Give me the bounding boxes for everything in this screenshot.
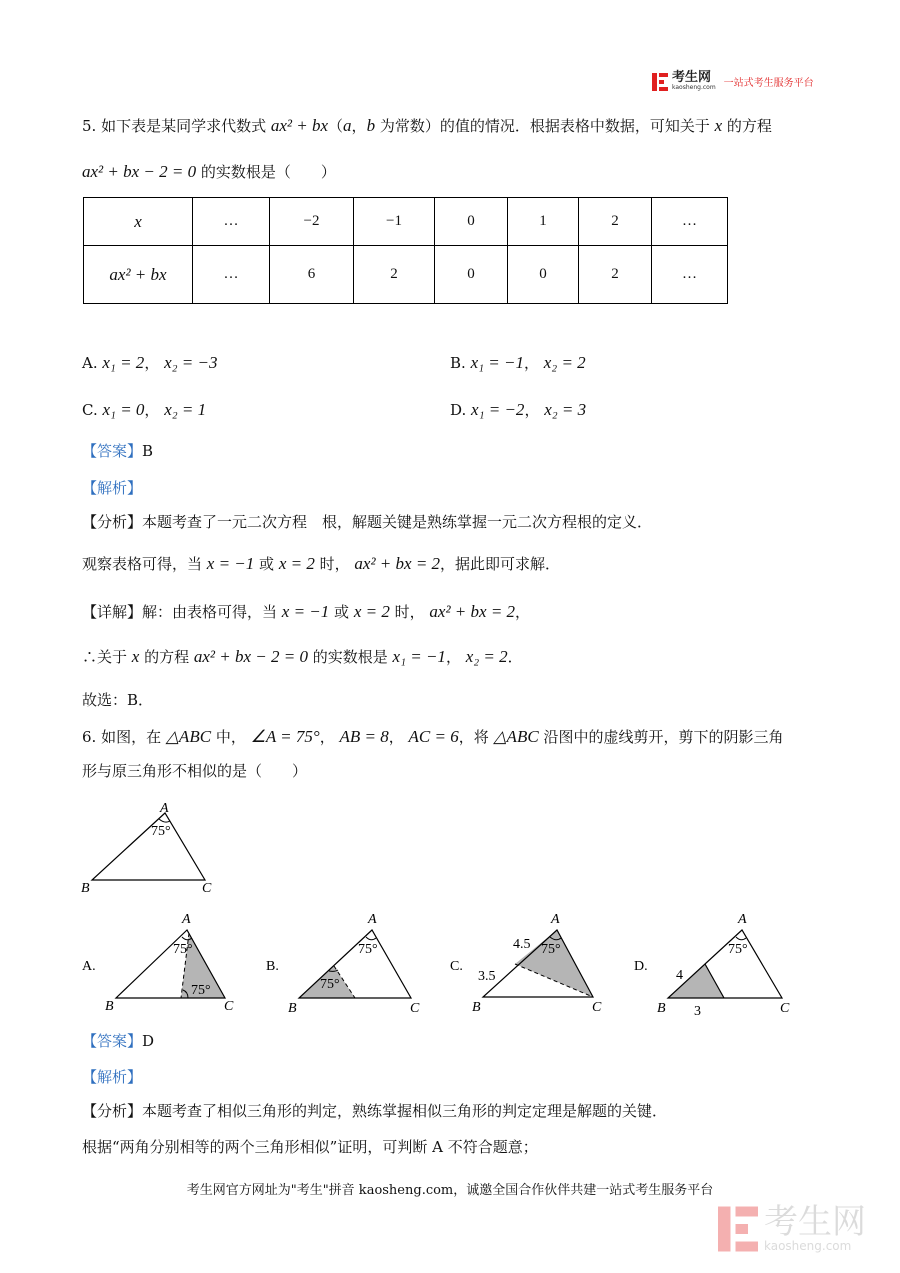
text-segment: C.	[82, 401, 103, 419]
vertex-b: B	[81, 881, 90, 896]
svg-text:B: B	[288, 1001, 297, 1016]
text-segment: ，	[515, 603, 531, 621]
q5-option-a	[82, 353, 218, 373]
table-row	[84, 198, 728, 246]
q6-reason	[82, 1137, 538, 1157]
watermark-domain: kaosheng.com	[764, 1239, 852, 1253]
table-row	[84, 246, 728, 304]
table-cell: 1	[508, 198, 579, 246]
svg-text:C: C	[592, 1000, 602, 1015]
table-cell: 2	[579, 198, 652, 246]
text-segment: 的方程	[722, 117, 772, 135]
math-expression: x₁ = 0	[102, 400, 145, 419]
svg-text:C: C	[224, 999, 234, 1014]
math-expression: AC = 6	[408, 727, 459, 746]
q5-analysis	[82, 512, 652, 532]
text-segment: B	[142, 442, 154, 460]
angle-label: 75°	[320, 977, 340, 992]
section-tag: 【答案】	[82, 1032, 143, 1050]
math-expression: x	[131, 647, 140, 666]
math-expression: △ABC	[165, 727, 212, 746]
text-segment: ，据此即可求解．	[440, 555, 561, 573]
section-tag: 【解析】	[82, 1068, 143, 1086]
watermark-brand: 考生网	[764, 1202, 866, 1242]
table-cell: −2	[270, 198, 354, 246]
svg-text:B: B	[105, 999, 114, 1014]
math-expression: x = 2	[353, 602, 390, 621]
section-tag: 【解析】	[82, 479, 143, 497]
figure-option-b	[266, 912, 420, 1016]
text-segment: 或	[254, 555, 279, 573]
side-label: 3.5	[478, 969, 496, 984]
math-expression: x₂ = 1	[164, 400, 207, 419]
q6-stem-1	[82, 727, 783, 747]
math-expression: ax² + bx − 2 = 0	[193, 647, 308, 666]
text-segment: 或	[329, 603, 354, 621]
option-label: A.	[82, 959, 96, 974]
kaosheng-logo	[652, 72, 814, 91]
q6-answer	[82, 1031, 154, 1051]
logo-brand: 考生网	[672, 70, 712, 85]
angle-label: 75°	[191, 983, 211, 998]
math-expression: x₁ = −2	[471, 400, 525, 419]
text-segment: ，	[144, 354, 165, 372]
math-expression: x = −1	[206, 554, 255, 573]
angle-label: 75°	[541, 942, 561, 957]
text-segment: 沿图中的虚线剪开，剪下的阴影三角	[538, 728, 784, 746]
text-segment: 为常数）的值的情况．根据表格中数据，可知关于	[375, 117, 715, 135]
svg-text:A: A	[182, 912, 191, 927]
option-label: B.	[266, 959, 279, 974]
math-expression: x₂ = 2	[543, 353, 586, 372]
table-cell: …	[652, 198, 728, 246]
figure-option-a	[82, 912, 234, 1014]
page-footer: 考生网官方网址为"考生"拼音 kaosheng.com，诚邀全国合作伙伴共建一站式考生服务平台	[186, 1183, 714, 1198]
q6-analysis	[82, 1101, 667, 1121]
math-expression: x = −1	[281, 602, 330, 621]
text-segment: D.	[450, 401, 472, 419]
vertex-c: C	[202, 881, 212, 896]
text-segment: 的方程	[139, 648, 194, 666]
logo-domain: kaosheng.com	[672, 84, 716, 91]
table-cell: ax² + bx	[84, 246, 193, 304]
table-cell: 2	[579, 246, 652, 304]
text-segment: 的实数根是（ ）	[196, 163, 336, 181]
figure-option-c	[450, 912, 602, 1015]
side-label: 4.5	[513, 937, 531, 952]
text-segment: ，	[319, 728, 340, 746]
math-expression: x₁ = −1	[392, 647, 446, 666]
text-segment: 中，	[211, 728, 251, 746]
side-label: 4	[676, 968, 683, 983]
math-expression: x₂ = 3	[544, 400, 587, 419]
text-segment: ∴关于	[82, 648, 132, 666]
text-segment: 【详解】解：由表格可得，当	[82, 603, 282, 621]
text-segment: ，	[144, 401, 165, 419]
svg-text:C: C	[780, 1001, 790, 1016]
math-expression: △ABC	[493, 727, 539, 746]
math-expression: AB = 8	[339, 727, 389, 746]
option-label: D.	[634, 959, 648, 974]
table-cell: −1	[354, 198, 435, 246]
value-table	[83, 197, 728, 304]
text-segment: （	[328, 117, 344, 135]
text-segment: 5. 如下表是某同学求代数式	[82, 117, 271, 135]
text-segment: ，	[523, 354, 544, 372]
main-triangle	[81, 801, 212, 896]
q5-choose	[82, 690, 153, 710]
text-segment: ，将	[458, 728, 494, 746]
math-expression: a	[343, 116, 352, 135]
q6-stem-2	[82, 761, 307, 781]
q5-option-c	[82, 400, 206, 420]
table-cell: 0	[508, 246, 579, 304]
math-expression: x₁ = 2	[102, 353, 145, 372]
text-segment: D	[142, 1032, 155, 1050]
q5-stem-2	[82, 162, 336, 182]
svg-text:A: A	[368, 912, 377, 927]
text-segment: ，	[524, 401, 545, 419]
math-expression: ax² + bx	[270, 116, 329, 135]
table-cell: …	[193, 198, 270, 246]
text-segment: 6. 如图，在	[82, 728, 166, 746]
q5-answer	[82, 441, 153, 461]
math-expression: x₂ = −3	[164, 353, 218, 372]
q5-option-b	[450, 353, 586, 373]
text-segment: ，	[351, 117, 367, 135]
text-segment: ，	[445, 648, 466, 666]
text-segment: 形与原三角形不相似的是（ ）	[82, 762, 308, 780]
text-segment: B.	[450, 354, 471, 372]
angle-label: 75°	[728, 942, 748, 957]
side-label: 3	[694, 1004, 701, 1019]
text-segment: 时，	[314, 555, 355, 573]
math-expression: ax² + bx = 2	[429, 602, 516, 621]
option-label: C.	[450, 959, 463, 974]
q5-therefore	[82, 647, 523, 667]
vertex-a: A	[160, 801, 169, 816]
figure-option-d	[634, 912, 790, 1019]
q5-observe	[82, 554, 560, 574]
text-segment: 根据“两角分别相等的两个三角形相似”证明，可判断 A 不符合题意；	[82, 1138, 538, 1156]
angle-label: 75°	[173, 942, 193, 957]
section-tag: 【答案】	[82, 442, 143, 460]
table-cell: x	[84, 198, 193, 246]
watermark-mark-icon	[718, 1206, 758, 1252]
svg-text:C: C	[410, 1001, 420, 1016]
table-cell: …	[652, 246, 728, 304]
figures	[0, 790, 900, 1020]
text-segment: 故选：B．	[82, 691, 154, 709]
svg-text:A: A	[551, 912, 560, 927]
math-expression: b	[366, 116, 376, 135]
angle-label: 75°	[151, 824, 171, 839]
table-cell: 2	[354, 246, 435, 304]
svg-text:B: B	[657, 1001, 666, 1016]
math-expression: x	[714, 116, 723, 135]
math-expression: ax² + bx − 2 = 0	[82, 162, 197, 181]
math-expression: x₁ = −1	[470, 353, 524, 372]
text-segment: A.	[82, 354, 103, 372]
angle-label: 75°	[358, 942, 378, 957]
math-expression: x = 2	[278, 554, 315, 573]
q5-option-d	[450, 400, 586, 420]
text-segment: ．	[507, 648, 523, 666]
logo-mark-icon	[652, 73, 668, 91]
watermark-logo	[718, 1202, 866, 1253]
logo-slogan: 一站式考生服务平台	[723, 78, 814, 89]
text-segment: 时，	[389, 603, 430, 621]
text-segment: 【分析】本题考查了相似三角形的判定，熟练掌握相似三角形的判定定理是解题的关键．	[82, 1102, 668, 1120]
math-expression: ∠A = 75°	[250, 727, 320, 746]
math-expression: x₂ = 2	[465, 647, 508, 666]
svg-text:B: B	[472, 1000, 481, 1015]
table-cell: 0	[435, 246, 508, 304]
q5-jiexi	[82, 478, 142, 498]
text-segment: ，	[388, 728, 409, 746]
text-segment: 的实数根是	[307, 648, 393, 666]
q6-jiexi	[82, 1067, 142, 1087]
text-segment: 【分析】本题考查了一元二次方程 根，解题关键是熟练掌握一元二次方程根的定义．	[82, 513, 653, 531]
text-segment: 观察表格可得，当	[82, 555, 207, 573]
table-cell: …	[193, 246, 270, 304]
table-cell: 0	[435, 198, 508, 246]
q5-stem-1	[82, 116, 772, 136]
math-expression: ax² + bx = 2	[354, 554, 441, 573]
svg-text:A: A	[738, 912, 747, 927]
table-cell: 6	[270, 246, 354, 304]
q5-detail	[82, 602, 530, 622]
